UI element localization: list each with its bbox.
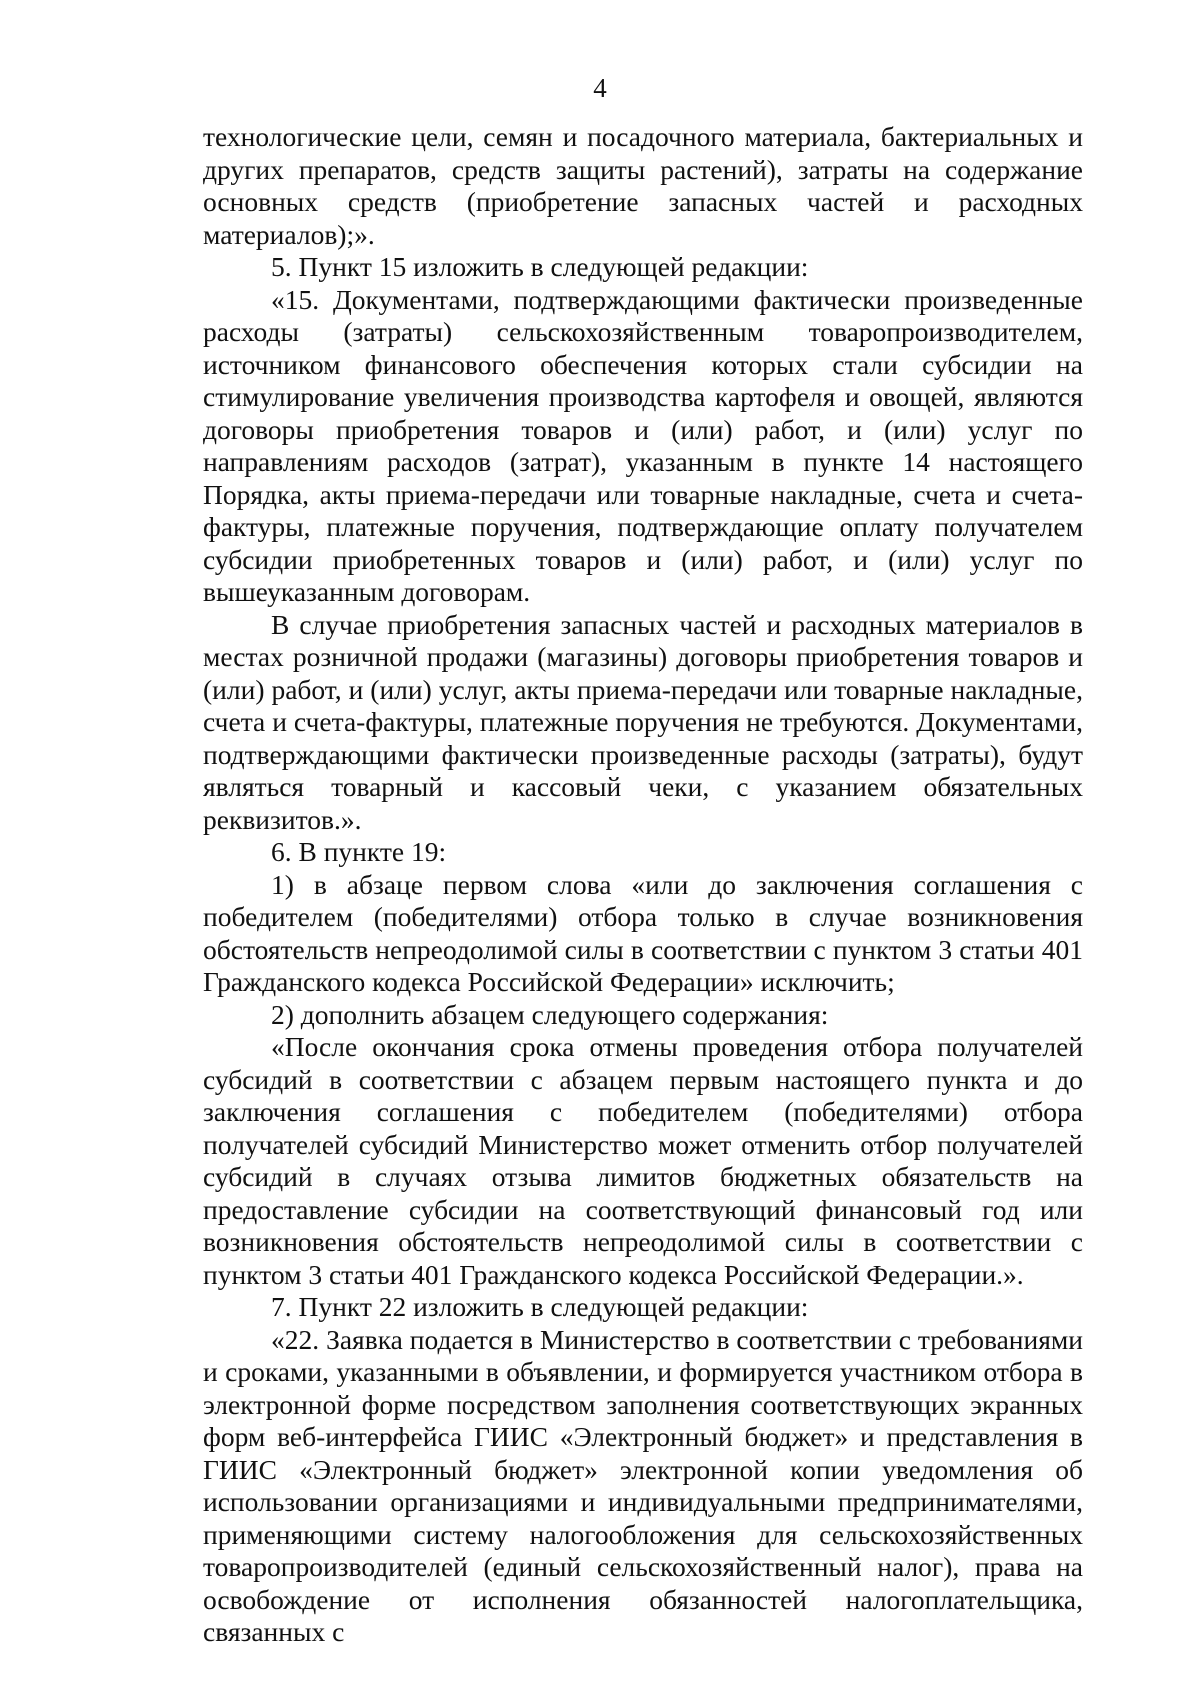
paragraph-subitem-2: 2) дополнить абзацем следующего содержания:	[271, 998, 829, 1030]
paragraph-clause-22: «22. Заявка подается в Министерство в соответствии с требованиями и сроками, указанными в объявлении, и формируется участником отбора в электронной форме посредством заполнения соответствующих экранных форм веб-интерфейса ГИИС «Электронный бюджет» и представления в ГИИС «Электронный бюджет» электронной копии уведомления об использовании организациями и индивидуальными предпринимателями, применяющими систему налогообложения для сельскохозяйственных товаропроизводителей (единый сельскохозяйственный налог), права на освобождение от исполнения обязанностей налогоплательщика, связанных с	[203, 1323, 1083, 1647]
paragraph-subitem-1: 1) в абзаце первом слова «или до заключения соглашения с победителем (победителями) отбора только в случае возникновения обстоятельств непреодолимой силы в соответствии с пунктом 3 статьи 401 Гражданского кодекса Российской Федерации» исключить;	[203, 868, 1083, 997]
document-body	[203, 121, 1083, 1649]
paragraph-item-6-heading: 6. В пункте 19:	[271, 836, 447, 867]
paragraph-item-5-heading: 5. Пункт 15 изложить в следующей редакции:	[271, 251, 809, 282]
paragraph-cancellation-clause: «После окончания срока отмены проведения отбора получателей субсидий в соответствии с абзацем первым настоящего пункта и до заключения соглашения с победителем (победителями) отбора получателей субсидий Министерство может отменить отбор получателей субсидий в случаях отзыва лимитов бюджетных обязательств на предоставление субсидии на соответствующий финансовый год или возникновения обстоятельств непреодолимой силы в соответствии с пунктом 3 статьи 401 Гражданского кодекса Российской Федерации.».	[203, 1031, 1083, 1290]
paragraph-clause-15: «15. Документами, подтверждающими фактически произведенные расходы (затраты) сельскохозяйственным товаропроизводителем, источником финансового обеспечения которых стали субсидии на стимулирование увеличения производства картофеля и овощей, являются договоры приобретения товаров и (или) работ, и (или) услуг по направлениям расходов (затрат), указанным в пункте 14 настоящего Порядка, акты приема-передачи или товарные накладные, счета и счета-фактуры, платежные поручения, подтверждающие оплату получателем субсидии приобретенных товаров и (или) работ, и (или) услуг по вышеуказанным договорам.	[203, 283, 1083, 607]
paragraph-retail-purchase: В случае приобретения запасных частей и расходных материалов в местах розничной продажи (магазины) договоры приобретения товаров и (или) работ, и (или) услуг, акты приема-передачи или товарные накладные, счета и счета-фактуры, платежные поручения не требуются. Документами, подтверждающими фактически произведенные расходы (затраты), будут являться товарный и кассовый чеки, с указанием обязательных реквизитов.».	[203, 608, 1083, 835]
paragraph-item-7-heading: 7. Пункт 22 изложить в следующей редакции:	[271, 1291, 809, 1322]
paragraph-continuation: технологические цели, семян и посадочного материала, бактериальных и других препаратов, средств защиты растений), затраты на содержание основных средств (приобретение запасных частей и расходных материалов);».	[203, 121, 1083, 250]
page-number: 4	[593, 73, 607, 103]
